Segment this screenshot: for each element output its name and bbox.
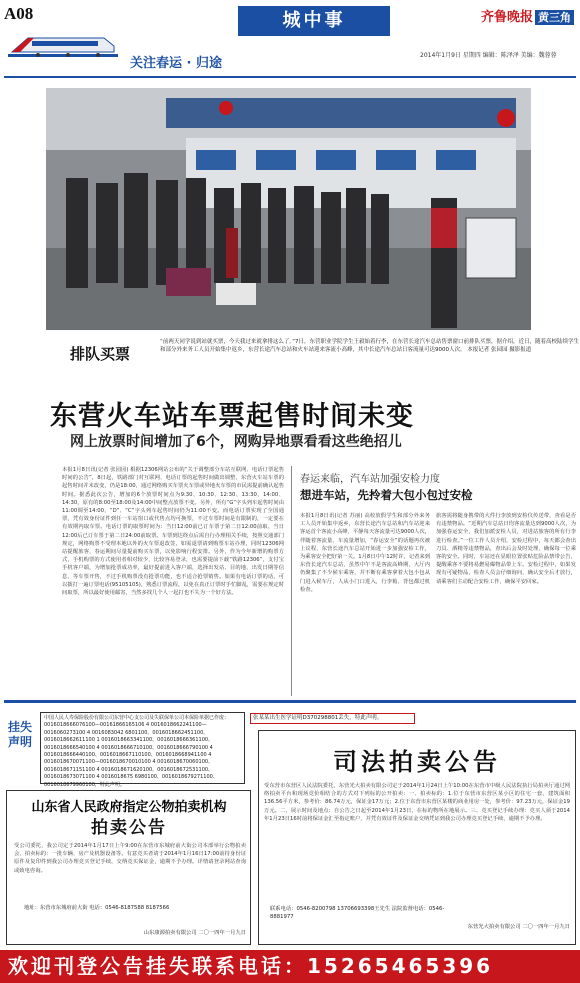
masthead-badge: 黄三角: [535, 10, 574, 25]
lost-notice-text: 中国人民人寿保险股份有限公司东营中心支公司及失联保单公司本保险单据已作废：0016018666076100—00161866165106 4 0016018662241100—0016060273100 4 0016083042 6801100、0016018662451100、0016018662611100 1 0016018663341100、0016018666361100、0016018666540100 4 0016018666710100、0016018666790100 4 0016018666440100、0016018667110100、0016018668941100 4 0016018670071100—0016018670010100 4 0016018670060100、0016018671151100 4 0016018671620100、0016018672531100、0016018673071100 4 0016018675 6980100、0016018679271100、0016018679960100，特此声明。: [44, 715, 230, 788]
article-headline: 东营火车站车票起售时间未变: [50, 401, 414, 432]
judicial-auction-signature: 东营光大拍卖有限公司 二〇一四年一月九日: [467, 924, 570, 930]
masthead: [481, 6, 574, 25]
side-article-title: 想进车站，先拎着大包小包过安检: [300, 488, 473, 502]
side-article-kicker: 春运来临，汽车站加强安检力度: [300, 474, 440, 485]
photo-label: 排队买票: [70, 345, 131, 363]
issue-info: 2014年1月9日 星期四 编辑：陈泽泽 美编：魏蓉蓉: [420, 52, 557, 59]
judicial-auction-body: 受东营市东营区人民法院委托，东营光大拍卖有限公司定于2014年1月24日上午10:00在东营市中级人民法院执行局拍卖厅通过网络拍卖平台和现场竞价相结合的方式对下列标的公开拍卖：一、拍卖标的：1.位于东营市东营区某小区的住宅一套，建筑面积136.56平方米，参考价：86.74万元，保证金17万元；2.位于东营市东营区某楼的商业用房一处，参考价：97.23万元，保证金19万元。二、展示时间及地点：自公告之日起至2014年1月23日，在标的物所在地展示。三、竞买登记手续办理：竞买人须于2014年1月23日16时前将保证金汇至指定账户，并凭有效证件及保证金交纳凭证到我公司办理竞买登记手续，逾期不予办理。: [264, 783, 570, 822]
column-divider: [291, 466, 292, 696]
article-body: 本报1月8日讯(记者 张园园) 根据12306网站公布的“关于调整部分车站互联网、电话订票起售时间的公告”，8日起，铁路部门对互联网、电话订票的起售时间做出调整，东营火车站车票的起售时间并未改变，仍是18:00，通过网络购买车票火车票或异地火车票的市民需提前确认起售时间。据悉此次公告，增加的6个放票时间点为9:30、10:30、12:30、13:30、14:00、14:30，原有的8:00至18:00及14:00中间整点放票不变。另外，所有“G”字头列车起售时间由11:00调至14:00，“D”、“C”字头列车起售时间仍为11:00不变。而电话订票实现了全国通票，凭有效身份证件到任一车站窗口或代售点均可换票，不过车票时间是有限制的，一定要在有效期内取车票。电话订票的取票时间为：当日12:00前已订车票于第二日12:00前取、当日12:00后已订车票于第二日24:00前取票。车票到达终点后需自行办理相关手续，按照交通部门规定，网络购票不受理本地以外的火车票退改签，如需退票请到购票车站办理，同时12306网站提醒旅客，春运期间尽量提前购买车票，以免影响行程安排。另外，作为今年新增的购票方式，手机购票的方式使用者相对较少，比较容易登录，也需要提前下载“铁路12306”，支付宝手机客户端，为增加抢票成功率，最好提前进入客户端，选择出发站、目的地、出发日期等信息，等车票开售，不过手机购票没有抢票功能，也不适合抢票销售。如果有电话订票的话，可以拨打一遍订票电话(95105105)，熟悉订票流程，以免在真正订票时手忙脚乱，需要在规定时间取票，所以最好使用邮寄，当然多找几个人一起打也不失为一个好方法。: [62, 467, 284, 597]
footer-ad-banner: 欢迎刊登公告挂失联系电话：15265465396: [0, 950, 580, 983]
section-banner: 城中事: [238, 6, 390, 36]
auction-notice-1-signature: 山东康源拍卖有限公司 二〇一四年一月九日: [143, 930, 246, 936]
article-subhead: 网上放票时间增加了6个，网购异地票看看这些绝招儿: [70, 434, 402, 450]
side-article-body-col2: 旅客需将随身携带的大件行李放到安检仪传送带，查看是否有违禁物品。“近期汽车总站日均客流量达到9000人次，为加强春运安全，我们加派安检人员，对进站旅客的所有行李进行检查。”一位工作人员介绍，安检过程中，每天都会查出刀具、酒精等违禁物品，查出后会及时处理，确保每一位乘客的安全。同时，车站还在显眼位置张贴危险品禁带公告，提醒乘客不要将易燃易爆物品带上车。安检过程中，如果发现有可疑物品，检查人员会仔细询问，确认安全后才放行，请乘客们主动配合安检工作，确保平安回家。: [436, 513, 576, 585]
train-illustration: [8, 24, 118, 70]
photo-caption: “前两天同学说到站就买票，今天我过来就拿排这么了。”7日，东营职业学院学生王毅始着行李，在东营长途汽车总站售票窗口前排队买票，据介绍，近日，随着高校陆续学生和部分外来务工人员开始集中返乡，东营长途汽车总站和火车站迎来客流小高峰，其中长途汽车总站日客流量可达9000人次。 本报记者 张园园 摄影报道: [160, 339, 579, 353]
judicial-auction-title: 司法拍卖公告: [333, 748, 501, 776]
auction-notice-1-body: 受公司委托，我公司定于2014年1月17日上午9:00在东营市东城府前大街公司本部举行公物拍卖会，拍卖标的：一批车辆、房产及机器设备等。有意竞买者请于2014年1月16日17:00前持身份证原件及复印件到我公司办理竞买登记手续，交纳竞买保证金，逾期不予办理。详情请登录网站查询或致电咨询。: [14, 843, 246, 874]
auction-notice-1-title: 拍卖公告: [91, 818, 167, 838]
page-number: A08: [4, 4, 34, 23]
judicial-auction-contacts: 联系电话：0546-8200798 13706693398王先生 法院监督电话：0546-8881977: [270, 906, 445, 920]
header-divider: [4, 76, 576, 78]
ads-divider: [4, 700, 576, 703]
side-article-body-col1: 本报1月8日讯(记者 苏丽) 高校放假学生和部分外来务工人员开始集中返乡，东营长途汽车总站和汽车站迎来客运首个客流小高峰，平静每天客流量可达9000人次，伴随着客流量、车流量增加，“春运安全”的话题再次被上议程，东营长途汽车总站开始进一步加强安检工作，为乘客安全把好第一关。1月8日中午12时许，记者来到东营长途汽车总站，虽然中午不是客流高峰期，大厅内仍聚集了不少候车乘客，并不断有乘客拿着大包小包从门进入候车厅，人从小门口进入，行李箱、背包都过机检查。: [300, 513, 431, 593]
small-notice: 张某某出生医学证明D370298801丢失，特此声明。: [250, 713, 415, 724]
masthead-title: 齐鲁晚报: [480, 10, 533, 25]
lost-notice-label: 挂失声明: [8, 720, 33, 749]
auction-notice-1-org: 山东省人民政府指定公物拍卖机构: [31, 800, 227, 815]
ticket-hall-photo: [46, 88, 531, 330]
column-title: 关注春运 · 归途: [130, 56, 222, 71]
auction-notice-1-contacts: 地址：东营市东城府前大街 电话：0546-8187588 8187566: [24, 905, 170, 911]
